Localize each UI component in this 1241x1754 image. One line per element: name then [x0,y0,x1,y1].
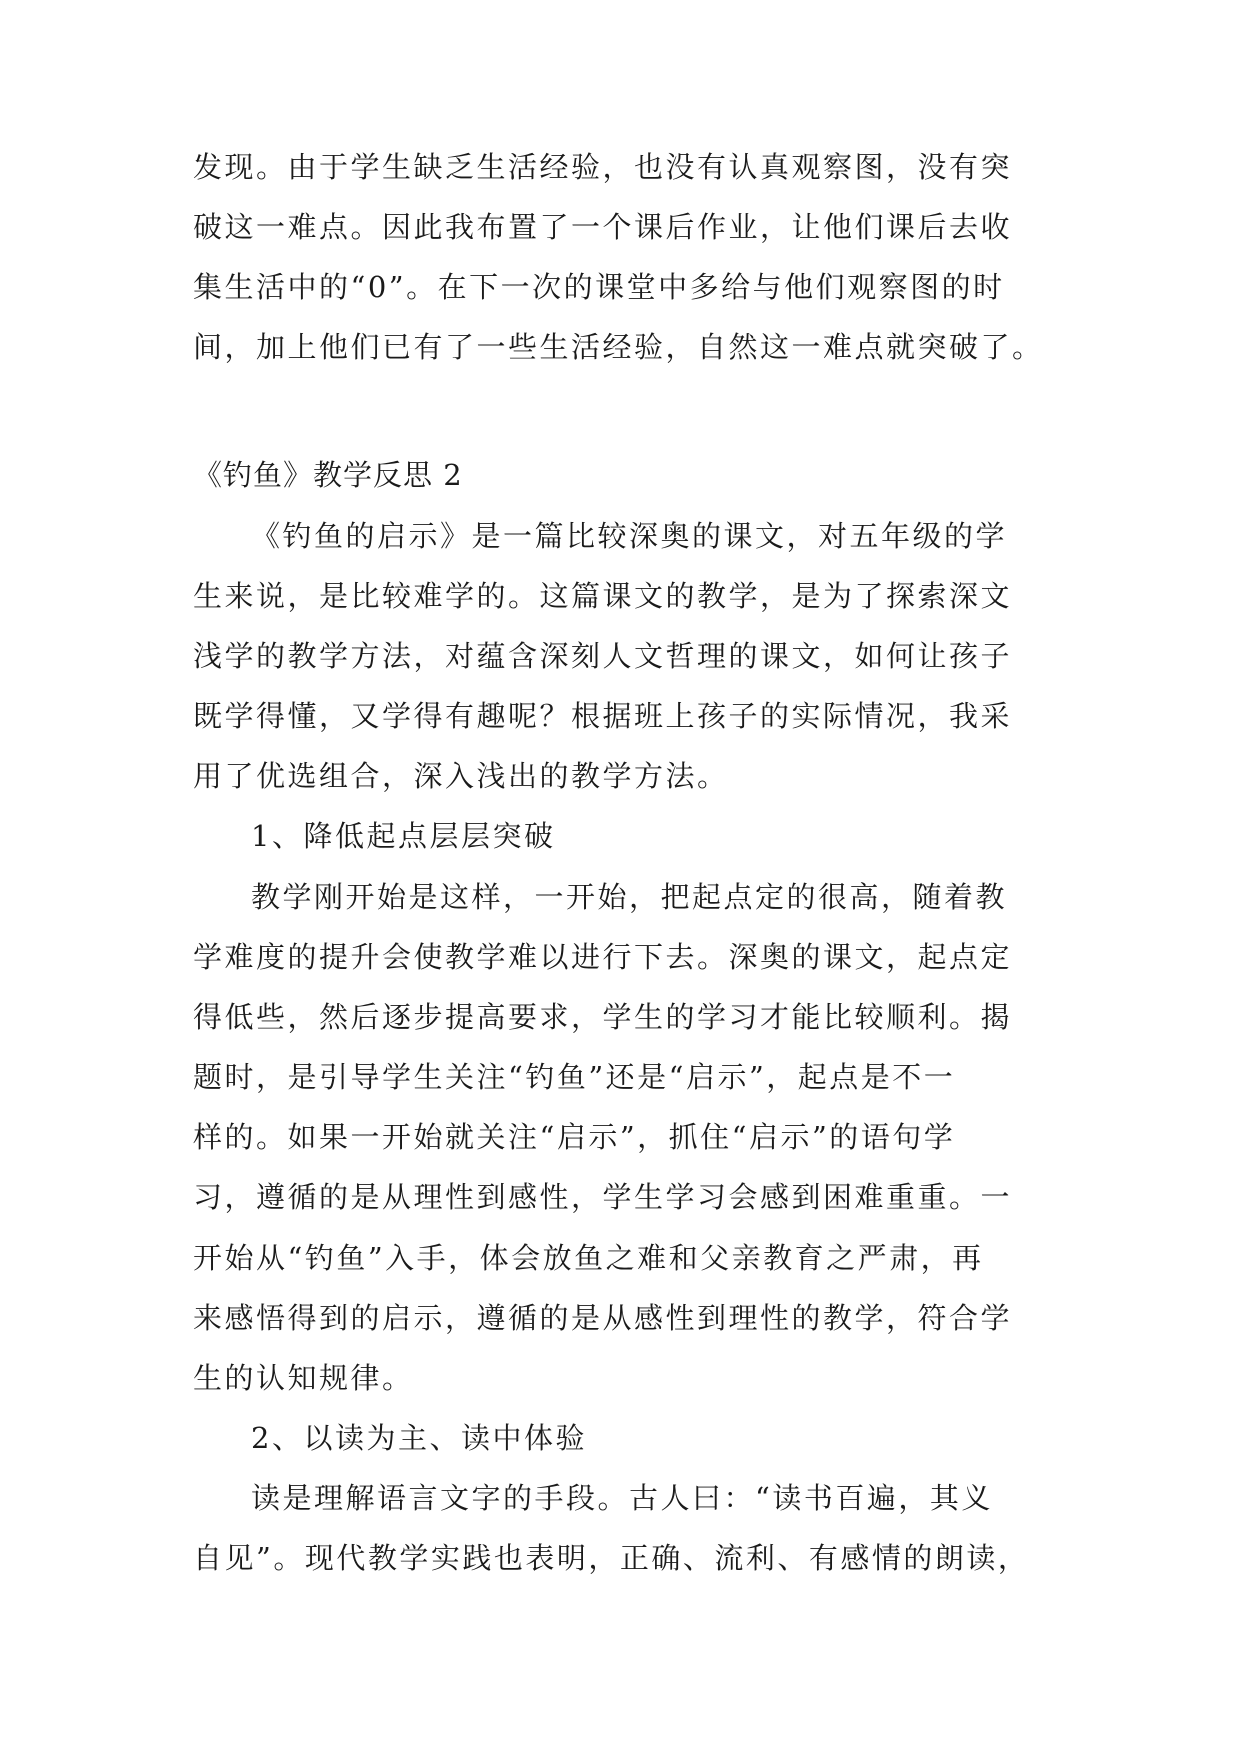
paragraph-line: 集生活中的“0”。在下一次的课堂中多给与他们观察图的时 [193,270,1005,304]
section-heading: 1、降低起点层层突破 [251,819,556,853]
paragraph-line: 既学得懂，又学得有趣呢？根据班上孩子的实际情况，我采 [193,699,1013,733]
paragraph-line: 生来说，是比较难学的。这篇课文的教学，是为了探索深文 [193,579,1013,613]
section-heading: 2、以读为主、读中体验 [251,1421,587,1455]
section-title: 《钓鱼》教学反思 2 [193,458,463,492]
paragraph-line: 生的认知规律。 [193,1361,414,1395]
paragraph-line: 破这一难点。因此我布置了一个课后作业，让他们课后去收 [193,210,1013,244]
paragraph-line: 开始从“钓鱼”入手，体会放鱼之难和父亲教育之严肃，再 [193,1241,984,1275]
paragraph-line: 《钓鱼的启示》是一篇比较深奥的课文，对五年级的学 [251,519,1008,553]
paragraph-line: 得低些，然后逐步提高要求，学生的学习才能比较顺利。揭 [193,1000,1013,1034]
paragraph-line: 自见”。现代教学实践也表明，正确、流利、有感情的朗读， [193,1541,1030,1575]
paragraph-line: 用了优选组合，深入浅出的教学方法。 [193,759,729,793]
paragraph-line: 发现。由于学生缺乏生活经验，也没有认真观察图，没有突 [193,150,1013,184]
paragraph-line: 间，加上他们已有了一些生活经验，自然这一难点就突破了。 [193,330,1044,364]
paragraph-line: 样的。如果一开始就关注“启示”，抓住“启示”的语句学 [193,1120,956,1154]
paragraph-line: 浅学的教学方法，对蕴含深刻人文哲理的课文，如何让孩子 [193,639,1013,673]
paragraph-line: 学难度的提升会使教学难以进行下去。深奥的课文，起点定 [193,940,1013,974]
paragraph-line: 读是理解语言文字的手段。古人曰：“读书百遍，其义 [251,1481,993,1515]
paragraph-line: 教学刚开始是这样，一开始，把起点定的很高，随着教 [251,880,1008,914]
paragraph-line: 习，遵循的是从理性到感性，学生学习会感到困难重重。一 [193,1180,1013,1214]
paragraph-line: 题时，是引导学生关注“钓鱼”还是“启示”，起点是不一 [193,1060,956,1094]
paragraph-line: 来感悟得到的启示，遵循的是从感性到理性的教学，符合学 [193,1301,1013,1335]
